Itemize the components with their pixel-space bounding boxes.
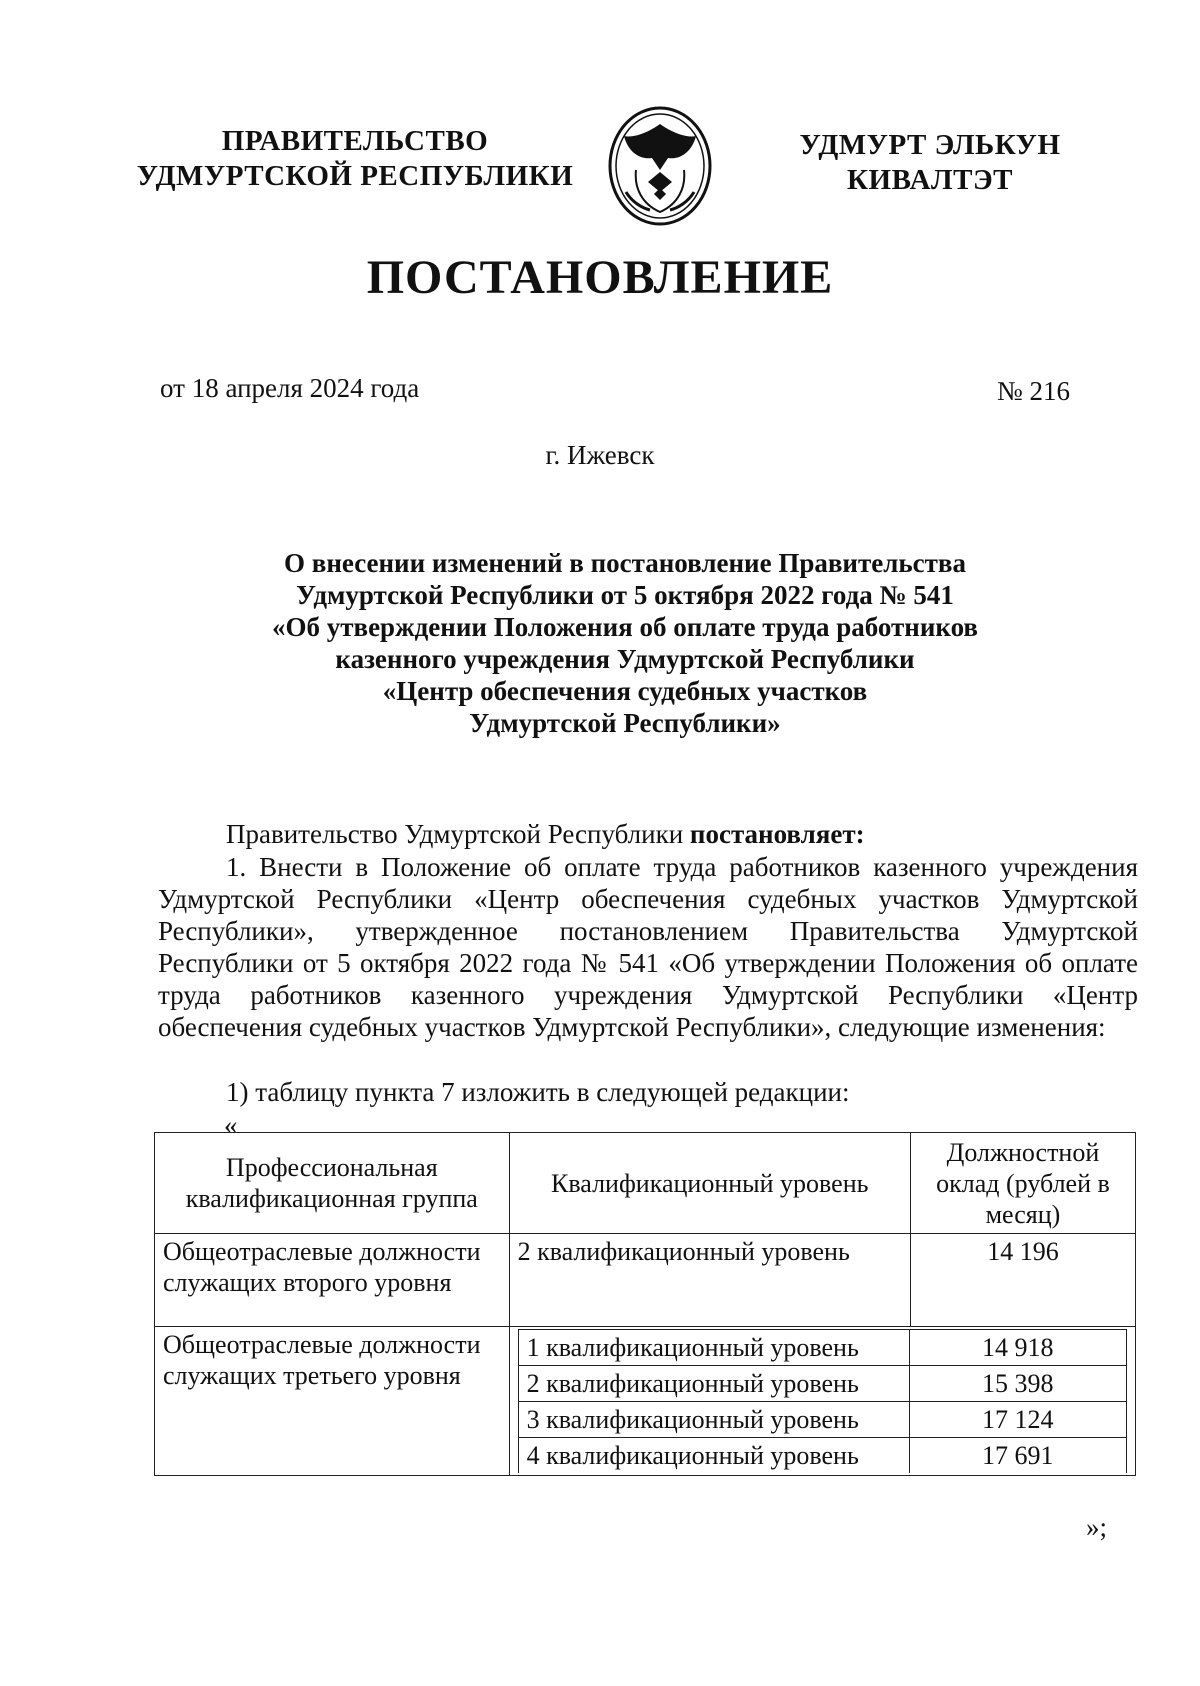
issuer-line-1: ПРАВИТЕЛЬСТВО <box>221 125 489 157</box>
table-row <box>518 1330 1126 1366</box>
subject-line: О внесении изменений в постановление Правительства <box>284 548 966 578</box>
group-name: Общеотраслевые должности служащих второго уровня <box>155 1234 510 1327</box>
level-subtable-cell <box>509 1327 1135 1476</box>
document-date: от 18 апреля 2024 года <box>160 373 420 403</box>
decree-item-1: 1. Внести в Положение об оплате труда работников казенного учреждения Удмуртской Республики «Центр обеспечения судебных участков Удмуртской Республики», утвержденное постановлением Правительства Удмуртской Республики от 5 октября 2022 года № 541 «Об утверждении Положения об оплате труда работников казенного учреждения Удмуртской Республики «Центр обеспечения судебных участков Удмуртской Республики», следующие изменения: <box>158 852 1138 1042</box>
decree-keyword: постановляет: <box>689 819 865 849</box>
document-number: № 216 <box>996 376 1070 406</box>
table-row <box>155 1234 1136 1327</box>
level-subtable <box>518 1329 1127 1473</box>
emblem-icon <box>606 100 714 228</box>
header-level: Квалификационный уровень <box>509 1133 910 1234</box>
salary-cell: 14 918 <box>909 1330 1126 1366</box>
table-header-row <box>155 1133 1136 1234</box>
subject-line: казенного учреждения Удмуртской Республики <box>335 644 915 674</box>
decree-intro-text: Правительство Удмуртской Республики <box>226 819 690 849</box>
salary-cell: 17 691 <box>909 1438 1126 1474</box>
group-name: Общеотраслевые должности служащих третьего уровня <box>155 1327 510 1476</box>
salary-table <box>154 1132 1136 1476</box>
table-row <box>518 1438 1126 1474</box>
issuer-udmurt-line-1: УДМУРТ ЭЛЬКУН <box>799 129 1061 161</box>
salary-cell: 17 124 <box>909 1402 1126 1438</box>
level-cell: 2 квалификационный уровень <box>518 1366 909 1402</box>
level-cell: 2 квалификационный уровень <box>509 1234 910 1327</box>
quote-close: »; <box>1086 1512 1108 1542</box>
level-cell: 4 квалификационный уровень <box>518 1438 909 1474</box>
subject-line: Удмуртской Республики» <box>469 708 781 738</box>
subject-line: «Об утверждении Положения об оплате труда работников <box>271 612 979 642</box>
header-group: Профессиональная квалификационная группа <box>155 1133 510 1234</box>
document-city: г. Ижевск <box>545 440 655 470</box>
decree-subitem-1: 1) таблицу пункта 7 изложить в следующей редакции: <box>226 1077 850 1107</box>
salary-cell: 15 398 <box>909 1366 1126 1402</box>
issuer-line-2: УДМУРТСКОЙ РЕСПУБЛИКИ <box>136 160 574 192</box>
table-row <box>518 1366 1126 1402</box>
level-cell: 3 квалификационный уровень <box>518 1402 909 1438</box>
decree-intro <box>158 818 1138 850</box>
table-row <box>155 1327 1136 1476</box>
document-subject <box>200 547 1050 739</box>
quote-open: « <box>224 1110 238 1140</box>
subject-line: «Центр обеспечения судебных участков <box>382 676 868 706</box>
issuer-name-russian <box>130 124 580 194</box>
coat-of-arms-emblem <box>606 100 714 228</box>
document-title: ПОСТАНОВЛЕНИЕ <box>366 251 834 304</box>
issuer-name-udmurt <box>780 128 1080 198</box>
table-row <box>518 1402 1126 1438</box>
subject-line: Удмуртской Республики от 5 октября 2022 года № 541 <box>296 580 954 610</box>
header-salary: Должностной оклад (рублей в месяц) <box>910 1133 1135 1234</box>
level-cell: 1 квалификационный уровень <box>518 1330 909 1366</box>
salary-cell: 14 196 <box>910 1234 1135 1327</box>
issuer-udmurt-line-2: КИВАЛТЭТ <box>846 164 1013 196</box>
